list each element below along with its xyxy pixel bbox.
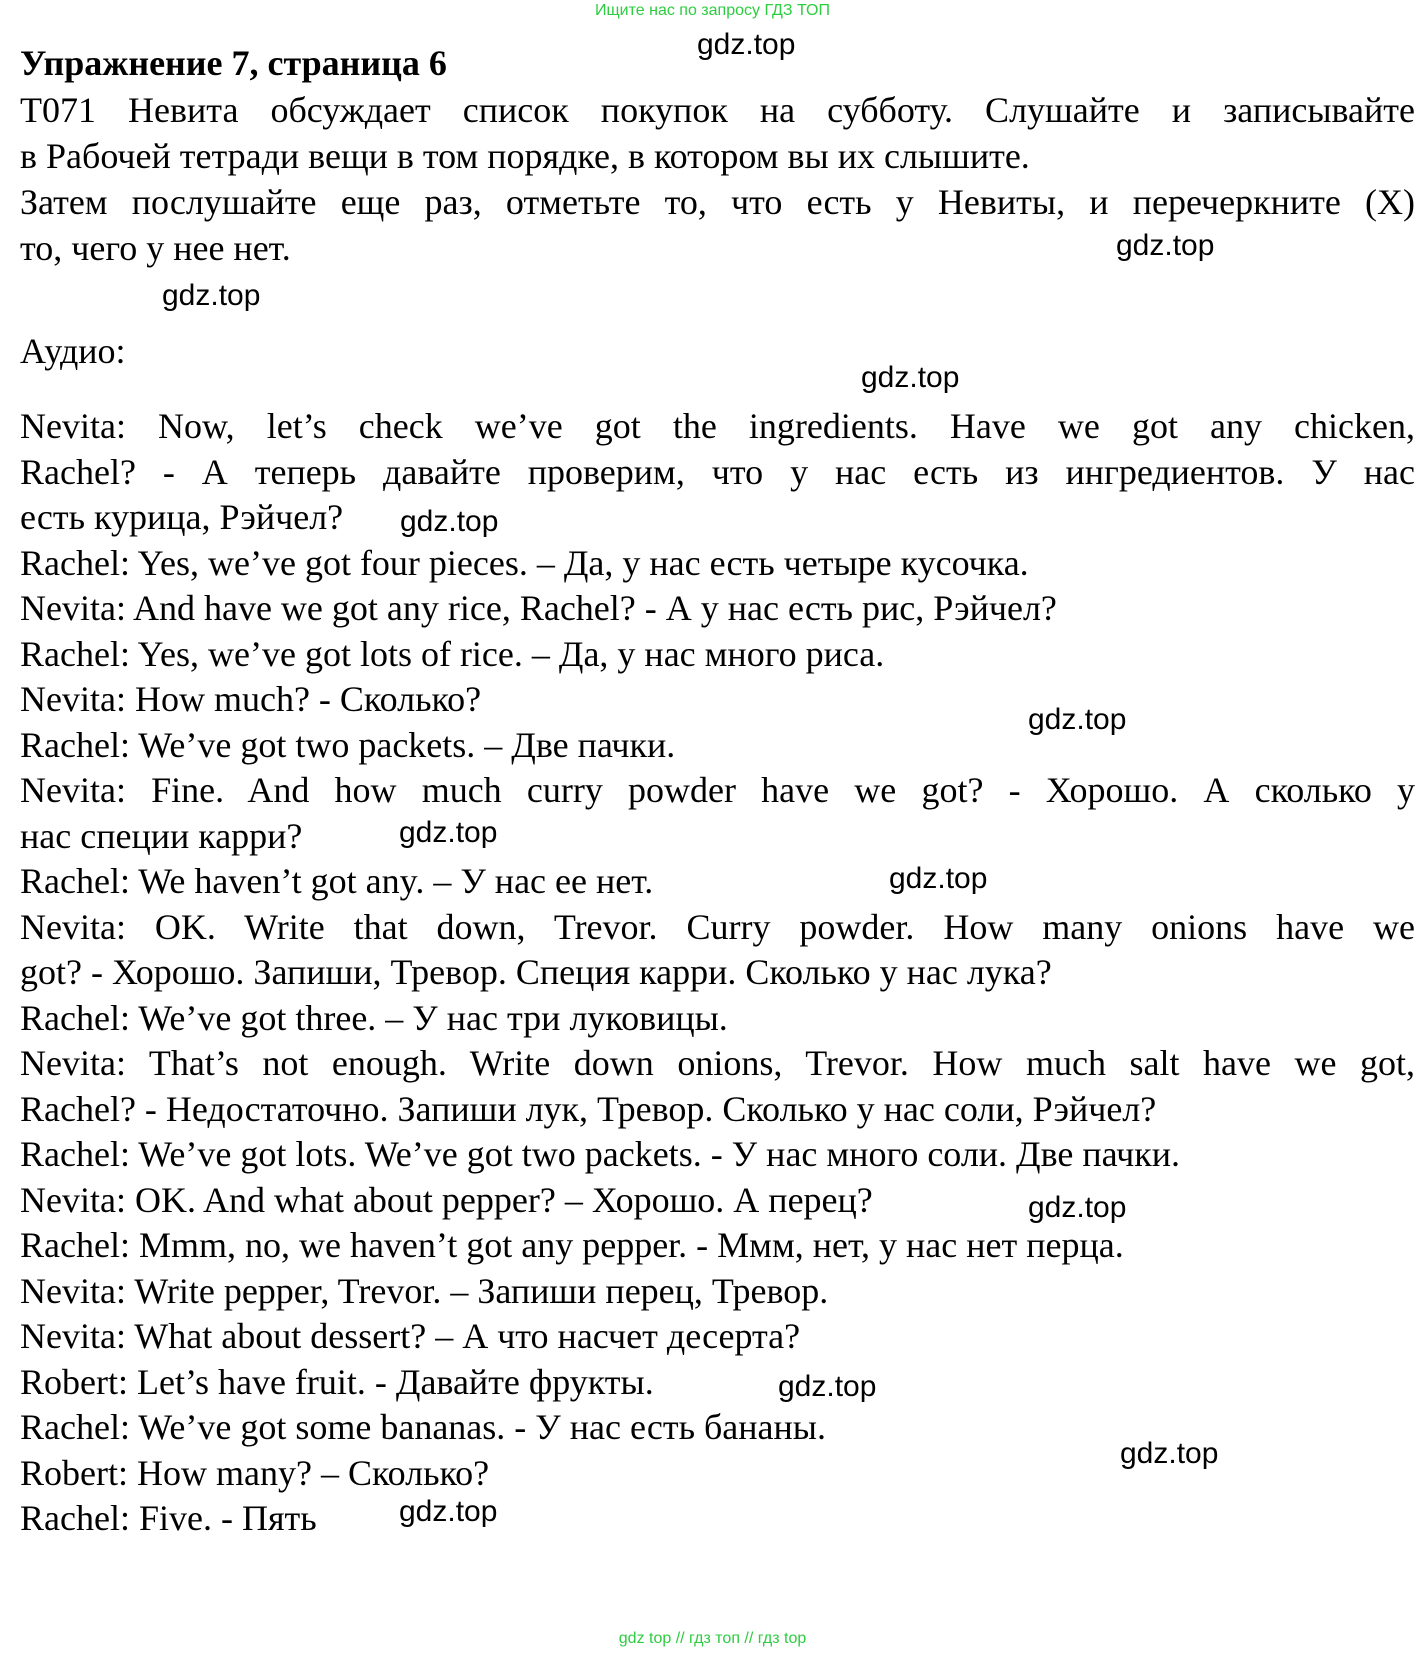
- watermark: gdz.top: [861, 361, 960, 394]
- transcript-line: Rachel: We’ve got three. – У нас три луковицы.: [20, 997, 728, 1038]
- transcript-line: Nevita: Write pepper, Trevor. – Запиши перец, Тревор.: [20, 1270, 829, 1311]
- transcript-line: Robert: How many? – Сколько?: [20, 1452, 490, 1493]
- instruction-line: в Рабочей тетради вещи в том порядке, в котором вы их слышите.: [20, 136, 1030, 176]
- transcript-line: Nevita: Now, let’s check we’ve got the ingredients. Have we got any chicken,: [20, 406, 1415, 446]
- transcript-line: Rachel: We’ve got some bananas. - У нас есть бананы.: [20, 1407, 826, 1447]
- watermark: gdz.top: [778, 1370, 877, 1403]
- transcript-line: Nevita: Fine. And how much curry powder have we got? - Хорошо. А сколько у: [20, 770, 1415, 810]
- transcript-line: есть курица, Рэйчел?: [20, 497, 344, 537]
- transcript-line: Rachel: Yes, we’ve got lots of rice. – Да, у нас много риса.: [20, 633, 885, 674]
- watermark: gdz.top: [162, 279, 261, 312]
- transcript-line: Nevita: OK. Write that down, Trevor. Curry powder. How many onions have we: [20, 906, 1415, 947]
- exercise-title: Упражнение 7, страница 6: [20, 43, 447, 83]
- instruction-line: T071 Невита обсуждает список покупок на субботу. Слушайте и записывайте: [20, 90, 1415, 130]
- transcript-line: Robert: Let’s have fruit. - Давайте фрукты.: [20, 1361, 654, 1402]
- audio-transcript: [20, 404, 1415, 1542]
- watermark: gdz.top: [1116, 229, 1215, 262]
- transcript-line: Nevita: That’s not enough. Write down onions, Trevor. How much salt have we got,: [20, 1043, 1415, 1083]
- transcript-line: Nevita: What about dessert? – А что насчет десерта?: [20, 1316, 801, 1356]
- transcript-line: Rachel: Five. - Пять: [20, 1498, 317, 1538]
- watermark: gdz.top: [889, 862, 988, 895]
- transcript-line: Nevita: And have we got any rice, Rachel? - А у нас есть рис, Рэйчел?: [20, 588, 1057, 628]
- transcript-line: Nevita: OK. And what about pepper? – Хорошо. А перец?: [20, 1179, 873, 1220]
- instruction-line: то, чего у нее нет.: [20, 228, 291, 268]
- transcript-line: Rachel? - Недостаточно. Запиши лук, Тревор. Сколько у нас соли, Рэйчел?: [20, 1088, 1157, 1129]
- transcript-line: Rachel: Yes, we’ve got four pieces. – Да, у нас есть четыре кусочка.: [20, 542, 1029, 583]
- transcript-line: Rachel? - А теперь давайте проверим, что у нас есть из ингредиентов. У нас: [20, 451, 1415, 492]
- transcript-line: got? - Хорошо. Запиши, Тревор. Специя карри. Сколько у нас лука?: [20, 952, 1052, 992]
- watermark: gdz.top: [1028, 703, 1127, 736]
- transcript-line: Nevita: How much? - Сколько?: [20, 679, 482, 719]
- watermark: gdz.top: [399, 816, 498, 849]
- audio-label: Аудио:: [20, 331, 126, 371]
- watermark: gdz.top: [1028, 1191, 1127, 1224]
- watermark: gdz.top: [399, 1495, 498, 1528]
- transcript-line: Rachel: Mmm, no, we haven’t got any pepper. - Ммм, нет, у нас нет перца.: [20, 1225, 1124, 1265]
- watermark: gdz.top: [1120, 1437, 1219, 1470]
- transcript-line: нас специи карри?: [20, 815, 303, 856]
- transcript-line: Rachel: We haven’t got any. – У нас ее нет.: [20, 861, 654, 901]
- watermark: gdz.top: [697, 28, 796, 61]
- transcript-line: Rachel: We’ve got lots. We’ve got two packets. - У нас много соли. Две пачки.: [20, 1134, 1181, 1174]
- footer-links[interactable]: gdz top // гдз топ // гдз top: [618, 1630, 807, 1647]
- transcript-line: Rachel: We’ve got two packets. – Две пачки.: [20, 724, 676, 765]
- instruction-line: Затем послушайте еще раз, отметьте то, что есть у Невиты, и перечеркните (X): [20, 182, 1415, 222]
- watermark: gdz.top: [400, 505, 499, 538]
- search-banner[interactable]: Ищите нас по запросу ГДЗ ТОП: [595, 2, 830, 19]
